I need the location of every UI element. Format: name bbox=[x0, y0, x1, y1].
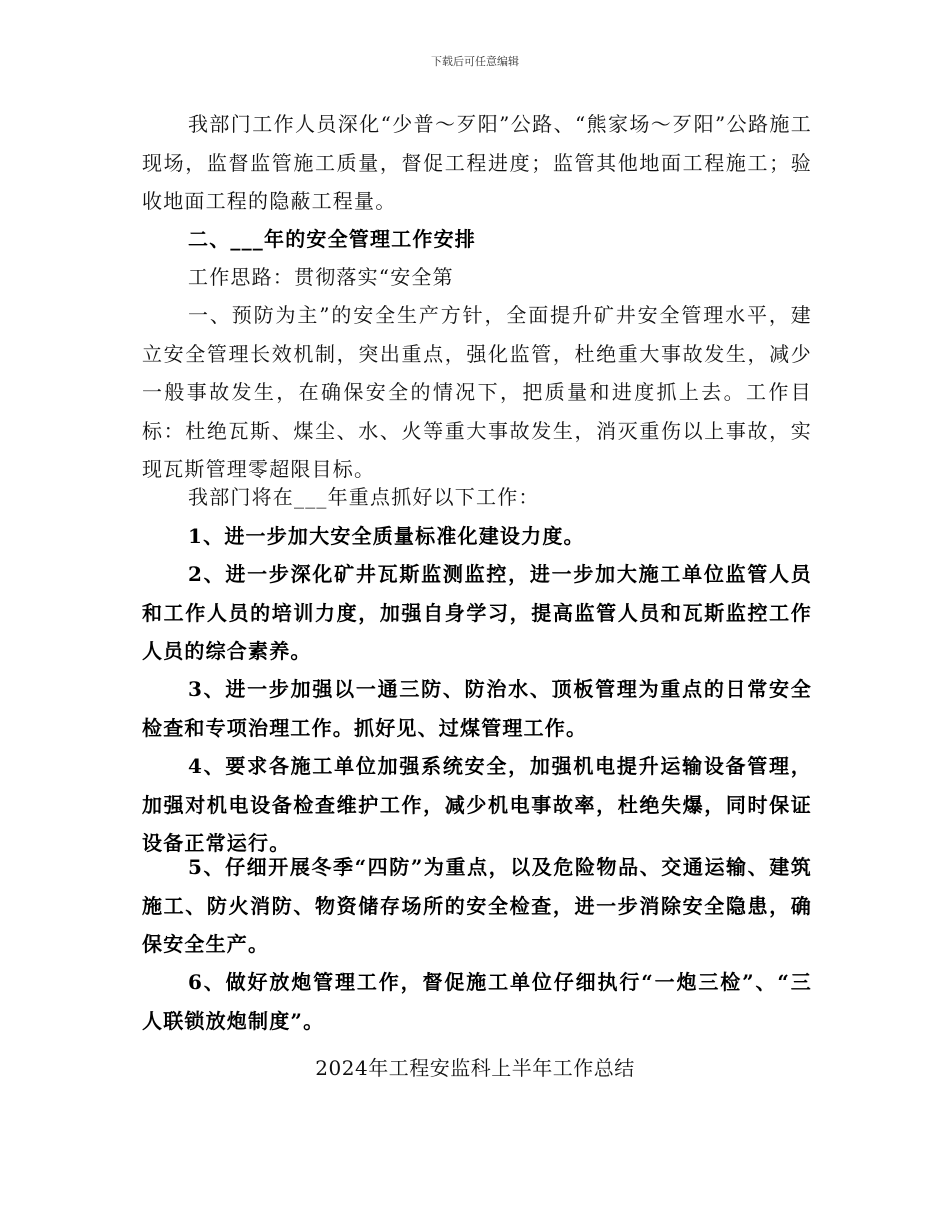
list-item-1: 1、进一步加大安全质量标准化建设力度。 bbox=[188, 524, 585, 548]
list-item-3: 3、进一步加强以一通三防、防治水、顶板管理为重点的日常安全检查和专项治理工作。抓好见、过煤管理工作。 bbox=[142, 677, 812, 740]
list-item-6: 6、做好放炮管理工作，督促施工单位仔细执行“一炮三检”、“三人联锁放炮制度”。 bbox=[142, 970, 812, 1033]
document-title: 2024年工程安监科上半年工作总结 bbox=[315, 1056, 635, 1080]
paragraph-work-idea: 工作思路：贯彻落实“安全第 bbox=[188, 265, 454, 289]
paragraph-key-work-intro: 我部门将在___年重点抓好以下工作： bbox=[188, 485, 540, 509]
list-item-2: 2、进一步深化矿井瓦斯监测监控，进一步加大施工单位监管人员和工作人员的培训力度，加强自身学习，提高监管人员和瓦斯监控工作人员的综合素养。 bbox=[142, 562, 812, 663]
section-heading-safety-plan: 二、___年的安全管理工作安排 bbox=[188, 227, 476, 251]
list-item-4: 4、要求各施工单位加强系统安全，加强机电提升运输设备管理，加强对机电设备检查维护工作，减少机电事故率，杜绝失爆，同时保证设备正常运行。 bbox=[142, 754, 812, 855]
paragraph-policy-and-goals: 一、预防为主”的安全生产方针，全面提升矿井安全管理水平，建立安全管理长效机制，突出重点，强化监管，杜绝重大事故发生，减少一般事故发生，在确保安全的情况下，把质量和进度抓上去。工作目标：杜绝瓦斯、煤尘、水、火等重大事故发生，消灭重伤以上事故，实现瓦斯管理零超限目标。 bbox=[142, 303, 812, 481]
list-item-5: 5、仔细开展冬季“四防”为重点，以及危险物品、交通运输、建筑施工、防火消防、物资储存场所的安全检查，进一步消除安全隐患，确保安全生产。 bbox=[142, 855, 812, 956]
paragraph-road-supervision: 我部门工作人员深化“少普～歹阳”公路、“熊家场～歹阳”公路施工现场，监督监管施工质量，督促工程进度；监管其他地面工程施工；验收地面工程的隐蔽工程量。 bbox=[142, 112, 812, 213]
page-header-note: 下载后可任意编辑 bbox=[431, 55, 519, 68]
